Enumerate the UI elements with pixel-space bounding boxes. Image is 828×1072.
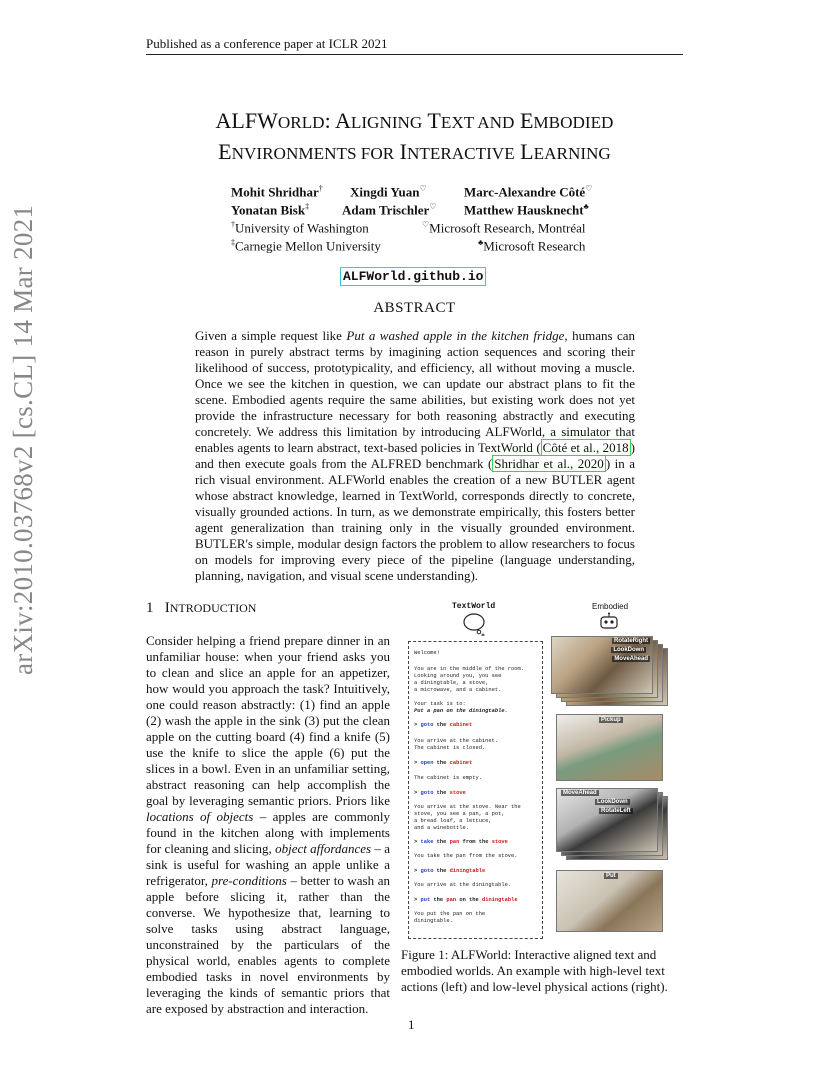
tw-command: > put the pan on the diningtable <box>414 897 518 903</box>
tw-task: Put a pan on the diningtable. <box>414 708 508 714</box>
tw-line: The cabinet is closed. <box>414 745 486 751</box>
abstract-heading: ABSTRACT <box>373 300 456 316</box>
tw-line: You are in the middle of the room. <box>414 666 524 672</box>
affiliation-cmu: ‡Carnegie Mellon University <box>231 238 381 254</box>
tw-line: a diningtable, a stove, <box>414 680 489 686</box>
figure-caption: Figure 1: ALFWorld: Interactive aligned text and embodied worlds. An example with high-level text actions (left) and low-level physical actions (right). <box>401 947 668 994</box>
action-label: Put <box>606 873 616 879</box>
author-bisk: Yonatan Bisk‡ <box>231 202 310 218</box>
tw-line: You put the pan on the <box>414 911 486 917</box>
project-website-link[interactable]: ALFWorld.github.io <box>340 267 486 286</box>
tw-command: > goto the stove <box>414 790 466 796</box>
action-label: LookDown <box>613 647 644 653</box>
action-label: MoveAhead <box>563 790 597 796</box>
tw-command: > goto the cabinet <box>414 722 473 728</box>
author-yuan: Xingdi Yuan♡ <box>350 184 427 200</box>
arxiv-stamp: arXiv:2010.03768v2 [cs.CL] 14 Mar 2021 <box>8 204 38 675</box>
author-hausknecht: Matthew Hausknecht♣ <box>464 202 589 218</box>
tw-line: Looking around you, you see <box>414 673 502 679</box>
action-label: RotateRight <box>614 638 648 644</box>
tw-line: a microwave, and a cabinet. <box>414 687 502 693</box>
thought-bubble-icon <box>462 612 488 636</box>
citation-cote-2018[interactable]: Côté et al., 2018 <box>542 440 629 455</box>
tw-line: stove, you see a pan, a pot, <box>414 811 505 817</box>
section-heading-introduction: 1 INTRODUCTION <box>146 600 257 616</box>
citation-shridhar-2020[interactable]: Shridhar et al., 2020 <box>494 456 604 471</box>
tw-line: and a winebottle. <box>414 825 469 831</box>
affiliation-msr: ♣Microsoft Research <box>478 238 586 254</box>
author-shridhar: Mohit Shridhar† <box>231 184 323 200</box>
tw-line: You arrive at the cabinet. <box>414 738 499 744</box>
tw-command: > take the pan from the stove <box>414 839 508 845</box>
tw-line: Your task is to: <box>414 701 466 707</box>
header-rule <box>146 54 683 55</box>
affiliation-uw: †University of Washington <box>231 220 369 236</box>
tw-line: You arrive at the diningtable. <box>414 882 512 888</box>
tw-line: diningtable. <box>414 918 453 924</box>
tw-line: You take the pan from the stove. <box>414 853 518 859</box>
affiliation-msr-montreal: ♡Microsoft Research, Montréal <box>422 220 586 236</box>
page-number: 1 <box>408 1017 415 1032</box>
tw-line: You arrive at the stove. Near the <box>414 804 521 810</box>
author-trischler: Adam Trischler♡ <box>342 202 437 218</box>
figure-label-embodied: Embodied <box>592 602 629 611</box>
introduction-text: Consider helping a friend prepare dinner in an unfamiliar house: when your friend asks you to clean and slice an apple for an appetizer, how would you approach the task? Intuitively, one could reason abstractly: (1) find an apple (2) wash the apple in the sink (3) put the clean apple on the cutting board (4) find a knife (5) use the knife to slice the apple (6) put the slices in a bowl. Even in an unfamiliar setting, abstract reasoning can help accomplish the goal by leveraging semantic priors. Priors like locations of objects – apples are commonly found in the kitchen along with implements for cleaning and slicing, object affordances – a sink is useful for washing an apple unlike a refrigerator, pre-conditions – better to wash an apple before slicing it, rather than the converse. We hypothesize that, learning to solve tasks using abstract language, unconstrained by the particulars of the physical world, enables agents to complete embodied tasks in novel environments by leveraging the kinds of semantic priors that are exposed by abstraction and interaction. <box>146 633 390 1016</box>
scene-put <box>556 870 663 932</box>
robot-icon <box>598 612 620 632</box>
tw-command: > goto the diningtable <box>414 868 486 874</box>
scene-navigate-1 <box>551 636 653 694</box>
action-label: LookDown <box>597 799 628 805</box>
textworld-transcript <box>408 641 543 939</box>
tw-command: > open the cabinet <box>414 760 473 766</box>
action-label: RotateLeft <box>601 808 631 814</box>
tw-line: Welcome! <box>414 650 440 656</box>
running-header: Published as a conference paper at ICLR 2021 <box>146 36 388 51</box>
scene-pickup <box>556 714 663 781</box>
scene-navigate-2 <box>556 788 658 852</box>
tw-line: The cabinet is empty. <box>414 775 482 781</box>
tw-line: a bread loaf, a lettuce, <box>414 818 492 824</box>
figure-label-textworld: TextWorld <box>452 602 496 611</box>
author-cote: Marc-Alexandre Côté♡ <box>464 184 593 200</box>
abstract-text: Given a simple request like Put a washed apple in the kitchen fridge, humans can reason in purely abstract terms by imagining action sequences and scoring their likelihood of success, prototypicality, and efficiency, all without moving a muscle. Once we see the kitchen in question, we can update our abstract plans to fit the scene. Embodied agents require the same abilities, but existing work does not yet provide the infrastructure necessary for both reasoning abstractly and executing concretely. We address this limitation by introducing ALFWorld, a simulator that enables agents to learn abstract, text-based policies in TextWorld ( Côté et al., 2018 ) and then execute goals from the ALFRED benchmark ( Shridhar et al., 2020 ) in a rich visual environment. ALFWorld enables the creation of a new BUTLER agent whose abstract knowledge, learned in TextWorld, corresponds directly to concrete, visually grounded actions. In turn, as we demonstrate empirically, this fosters better agent generalization than training only in the visually grounded environment. BUTLER's simple, modular design factors the problem to allow researchers to focus on models for improving every piece of the pipeline (language understanding, planning, navigation, and visual scene understanding). <box>195 328 636 583</box>
action-label: Pickup <box>601 717 621 723</box>
paper-title: ALFWORLD: ALIGNING TEXT AND EMBODIED ENVIRONMENTS FOR INTERACTIVE LEARNING <box>215 108 614 164</box>
action-label: MoveAhead <box>614 656 648 662</box>
